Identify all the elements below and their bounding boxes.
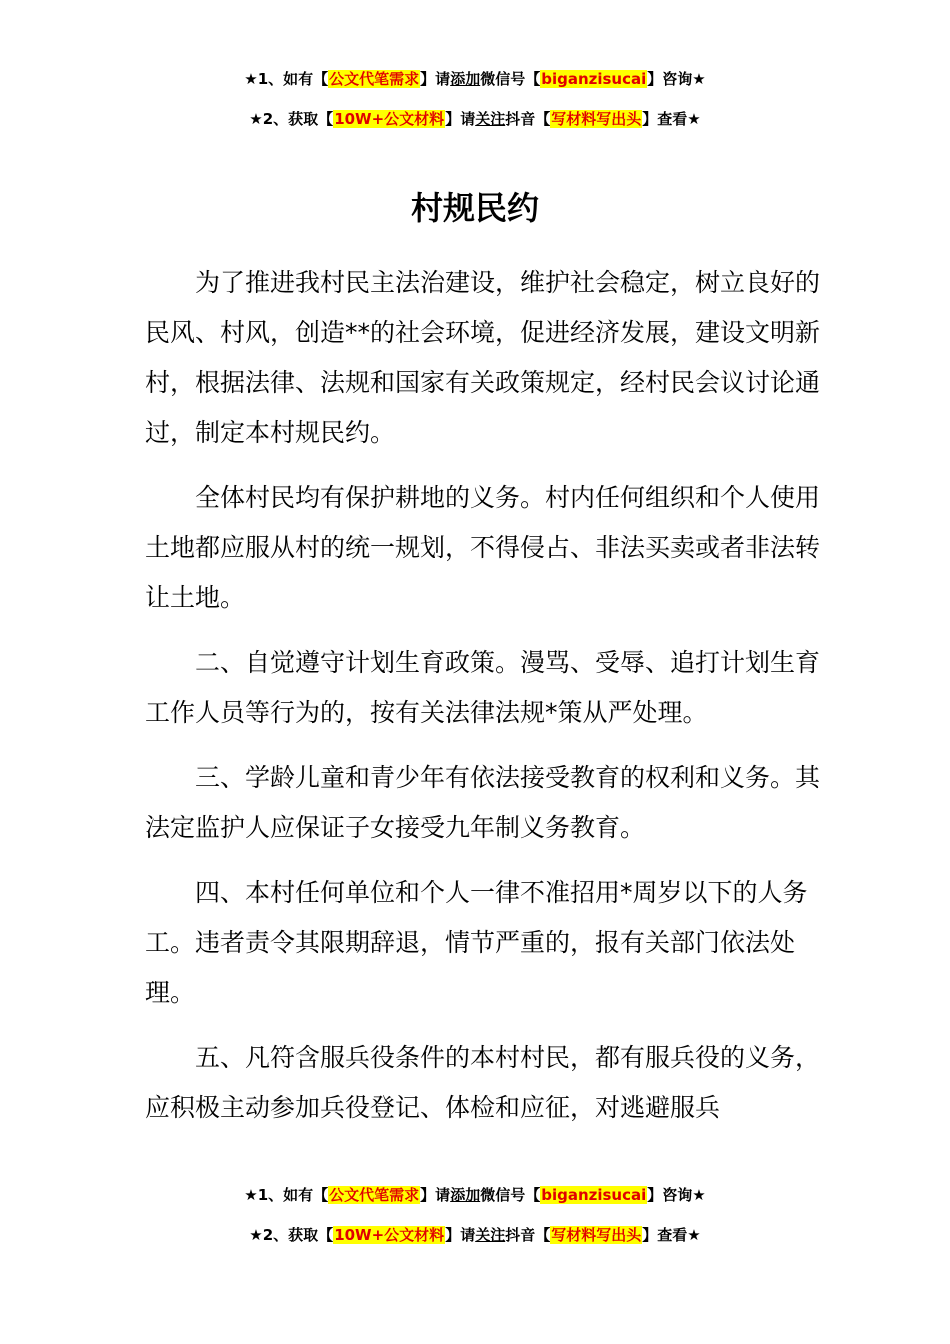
banner-text: 抖音【 [505, 110, 551, 128]
banner-text: 】查看★ [642, 1226, 701, 1244]
paragraph: 二、自觉遵守计划生育政策。漫骂、受辱、追打计划生育工作人员等行为的，按有关法律法规*策从严处理。 [145, 648, 821, 727]
banner-line-2 [0, 108, 950, 130]
header-banner [0, 68, 950, 148]
document-body [145, 258, 820, 1148]
banner-underline: 关注 [475, 1226, 506, 1244]
banner-text: ★1、如有【 [244, 1186, 329, 1204]
banner-underline: 添加 [450, 1186, 481, 1204]
banner-highlight: 公文代笔需求 [329, 1186, 420, 1204]
banner-line-1 [0, 68, 950, 90]
banner-highlight: 写材料写出头 [551, 110, 642, 128]
banner-text: 】请 [420, 1186, 451, 1204]
paragraph: 五、凡符含服兵役条件的本村村民，都有服兵役的义务，应积极主动参加兵役登记、体检和应征，对逃避服兵 [145, 1043, 821, 1122]
banner-text: 】请 [445, 110, 476, 128]
banner-highlight: 写材料写出头 [551, 1226, 642, 1244]
banner-underline: 关注 [475, 110, 506, 128]
banner-highlight: 10W+公文材料 [334, 110, 445, 128]
banner-line-2 [0, 1224, 950, 1246]
banner-highlight: biganzisucai [541, 70, 647, 88]
paragraph: 全体村民均有保护耕地的义务。村内任何组织和个人使用土地都应服从村的统一规划，不得侵占、非法买卖或者非法转让土地。 [145, 483, 821, 612]
banner-highlight: 公文代笔需求 [329, 70, 420, 88]
banner-highlight: 10W+公文材料 [334, 1226, 445, 1244]
banner-text: ★2、获取【 [249, 1226, 334, 1244]
banner-text: ★1、如有【 [244, 70, 329, 88]
banner-text: 】咨询★ [647, 1186, 706, 1204]
banner-highlight: biganzisucai [541, 1186, 647, 1204]
banner-text: 微信号【 [480, 70, 541, 88]
banner-text: 微信号【 [480, 1186, 541, 1204]
paragraph: 四、本村任何单位和个人一律不准招用*周岁以下的人务工。违者责令其限期辞退，情节严重的，报有关部门依法处理。 [145, 878, 808, 1007]
banner-text: 】咨询★ [647, 70, 706, 88]
banner-text: 】查看★ [642, 110, 701, 128]
banner-text: 】请 [420, 70, 451, 88]
paragraph: 为了推进我村民主法治建设，维护社会稳定，树立良好的民风、村风，创造**的社会环境，促进经济发展，建设文明新村，根据法律、法规和国家有关政策规定，经村民会议讨论通过，制定本村规民约。 [145, 268, 821, 447]
banner-underline: 添加 [450, 70, 481, 88]
paragraph: 三、学龄儿童和青少年有依法接受教育的权利和义务。其法定监护人应保证子女接受九年制义务教育。 [145, 763, 821, 842]
banner-text: 】请 [445, 1226, 476, 1244]
banner-text: ★2、获取【 [249, 110, 334, 128]
document-title: 村规民约 [410, 189, 539, 227]
footer-banner [0, 1184, 950, 1264]
banner-text: 抖音【 [505, 1226, 551, 1244]
banner-line-1 [0, 1184, 950, 1206]
